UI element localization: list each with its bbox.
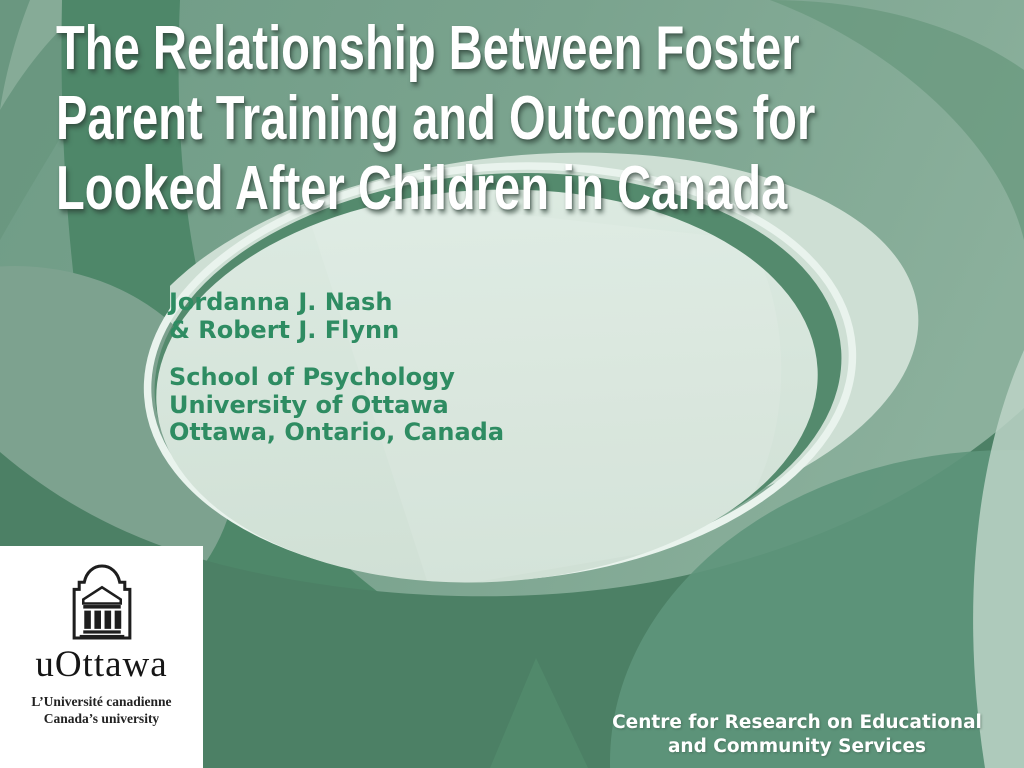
author-line-1: Jordanna J. Nash: [169, 288, 393, 316]
classical-building-icon: [70, 563, 134, 641]
slide-title: [56, 14, 815, 224]
affiliation-line-1: School of Psychology: [169, 363, 455, 391]
footer-line-2: and Community Services: [667, 736, 927, 757]
affiliation-line-2: University of Ottawa: [169, 390, 449, 419]
logo-tagline: [0, 693, 203, 727]
title-line-1: The Relationship Between Foster: [56, 14, 800, 83]
author-line-2: & Robert J. Flynn: [169, 315, 400, 344]
logo-wordmark: uOttawa: [35, 644, 168, 685]
logo-tagline-fr: L’Université canadienne: [31, 694, 172, 709]
university-logo-card: [0, 546, 203, 768]
footer-credit: [577, 711, 1017, 759]
title-line-2: Parent Training and Outcomes for: [56, 84, 816, 153]
affiliation-line-3: Ottawa, Ontario, Canada: [169, 418, 505, 446]
author-block: [169, 289, 504, 447]
logo-tagline-en: Canada’s university: [43, 711, 160, 726]
title-line-3: Looked After Children in Canada: [56, 154, 788, 223]
affiliation-group: [169, 364, 504, 447]
footer-line-1: Centre for Research on Educational: [612, 712, 982, 733]
authors-group: [169, 289, 504, 344]
